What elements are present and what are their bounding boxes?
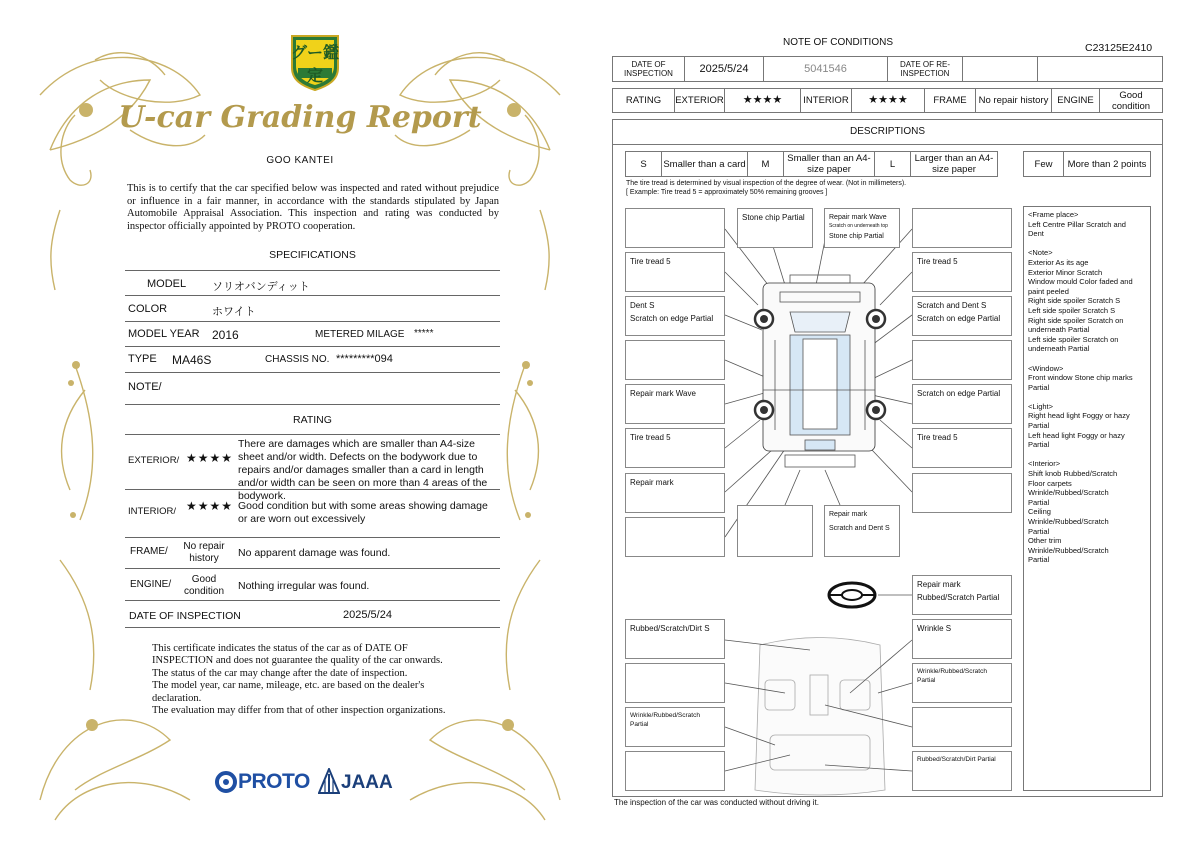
note-line <box>1028 239 1150 249</box>
note-box-rear-right-empty <box>912 473 1012 513</box>
divider <box>125 600 500 601</box>
note-title: Repair mark <box>829 511 868 518</box>
report-title: U-car Grading Report <box>118 100 482 135</box>
frame-description: No apparent damage was found. <box>238 547 391 559</box>
note-box-front-right-empty <box>912 208 1012 248</box>
tire-example: [ Example: Tire tread 5 = approximately 50% remaining grooves ] <box>626 189 828 196</box>
note-line: Wrinkle/Rubbed/Scratch <box>1028 517 1109 526</box>
note-box-interior-right-empty <box>912 707 1012 747</box>
divider <box>125 321 500 322</box>
note-box-left-empty <box>625 340 725 380</box>
chassis-label: CHASSIS NO. <box>265 354 330 365</box>
note-line: Wrinkle/Rubbed/Scratch <box>1028 488 1109 498</box>
note-box-rear-left-empty <box>625 517 725 557</box>
divider <box>125 346 500 347</box>
conditions-title: NOTE OF CONDITIONS <box>783 37 893 48</box>
badge-text: グー鑑定 <box>290 45 339 85</box>
jaaa-logo-icon <box>318 768 340 794</box>
legend-few: Few <box>1023 151 1064 177</box>
note-line: Partial <box>1028 497 1050 507</box>
proto-logo-text: PROTO <box>238 770 310 793</box>
color-label: COLOR <box>128 303 168 315</box>
note-line: Other trim <box>1028 536 1062 546</box>
note-line: Right side spoiler Scratch on <box>1028 315 1124 325</box>
disclaimer-line: This certificate indicates the status of the car as of DATE OF <box>152 643 408 654</box>
note-box-tire-front-left <box>625 252 725 292</box>
legend-s: S <box>625 151 662 177</box>
divider <box>125 372 500 373</box>
note-title: Scratch and Dent S <box>917 301 987 310</box>
divider <box>125 434 500 435</box>
conditions-footer: The inspection of the car was conducted without driving it. <box>614 798 819 807</box>
note-box-wrinkle-right <box>912 663 1012 703</box>
note-box-interior-rear-left-empty <box>625 751 725 791</box>
note-box-repair-mark <box>625 473 725 513</box>
note-title: Repair mark Wave <box>829 214 887 221</box>
note-text: Wrinkle/Rubbed/Scratch Partial <box>630 712 700 728</box>
inspection-number: 5041546 <box>763 56 888 82</box>
date-of-inspection-label: DATE OF INSPECTION <box>129 610 241 622</box>
chassis-value: *********094 <box>336 353 393 365</box>
divider <box>125 489 500 490</box>
note-line: <Note> <box>1028 248 1053 258</box>
note-line <box>1028 392 1150 402</box>
date-of-inspection-value: 2025/5/24 <box>684 56 764 82</box>
note-line: underneath Partial <box>1028 325 1090 335</box>
divider <box>125 537 500 538</box>
disclaimer-line: The model year, car name, mileage, etc. are based on the dealer's <box>152 680 425 692</box>
note-line: Right side spoiler Scratch S <box>1028 296 1121 306</box>
divider <box>125 568 500 569</box>
note-box-scratch-edge <box>912 384 1012 424</box>
legend-m-text: Smaller than an A4-size paper <box>783 151 875 177</box>
exterior-stars: ★★★★ <box>186 451 234 465</box>
frame-label: FRAME <box>924 88 976 113</box>
note-text: Rubbed/Scratch/Dirt Partial <box>917 756 996 763</box>
note-text: Rubbed/Scratch/Dirt S <box>630 624 710 633</box>
note-text: Scratch on edge Partial <box>917 389 1001 398</box>
rating-label: RATING <box>612 88 675 113</box>
divider <box>125 295 500 296</box>
note-text: Tire tread 5 <box>917 433 958 442</box>
note-title: Repair mark <box>917 580 961 589</box>
note-box-right-empty <box>912 340 1012 380</box>
date-of-inspection-label: DATE OF INSPECTION <box>612 56 685 82</box>
note-line <box>1028 450 1150 460</box>
note-text: Repair mark Wave <box>630 389 696 398</box>
note-text: Tire tread 5 <box>630 257 671 266</box>
notes-list <box>1028 210 1150 565</box>
note-line: Wrinkle/Rubbed/Scratch <box>1028 545 1109 555</box>
re-inspection-label: DATE OF RE-INSPECTION <box>887 56 963 82</box>
note-box-scratch-dent <box>912 296 1012 336</box>
certification-intro: This is to certify that the car specified below was inspected and rated without prejudice or influence in a fair manner, in accordance with the standards stipulated by Japan Automobile Appraisal Association. This inspection and rating was conducted by inspector officially appointed by PROTO cooperation. <box>127 183 499 232</box>
note-line: Partial <box>1028 555 1050 565</box>
exterior-label: EXTERIOR <box>674 88 725 113</box>
note-line: Partial <box>1028 382 1050 392</box>
engine-description: Nothing irregular was found. <box>238 580 370 592</box>
model-value: ソリオバンディット <box>212 281 310 293</box>
note-text: Wrinkle/Rubbed/Scratch Partial <box>917 668 987 684</box>
mileage-label: METERED MILAGE <box>315 329 405 340</box>
divider <box>125 404 500 405</box>
interior-description: Good condition but with some areas showing damage or are worn out excessively <box>238 500 488 525</box>
jaaa-logo-text: JAAA <box>341 772 393 793</box>
note-line: Exterior Minor Scratch <box>1028 267 1103 277</box>
note-line: Ceiling <box>1028 507 1051 517</box>
tire-note: The tire tread is determined by visual inspection of the degree of wear. (Not in millimeters). <box>626 180 907 187</box>
note-of-conditions-page <box>600 0 1200 848</box>
note-line: Partial <box>1028 526 1050 536</box>
note-text: Repair mark <box>630 478 674 487</box>
legend-l: L <box>874 151 911 177</box>
note-box-wrinkle-left <box>625 707 725 747</box>
note-box-interior-left-empty <box>625 663 725 703</box>
note-line: Dent <box>1028 229 1044 239</box>
note-box-steering <box>912 575 1012 615</box>
note-line: paint peeled <box>1028 286 1069 296</box>
note-text: Tire tread 5 <box>917 257 958 266</box>
note-box-rubbed-dirt-partial <box>912 751 1012 791</box>
divider <box>125 627 500 628</box>
note-line: <Interior> <box>1028 459 1061 469</box>
legend-few-text: More than 2 points <box>1063 151 1151 177</box>
note-box-repair-wave <box>625 384 725 424</box>
engine-label: ENGINE/ <box>130 579 172 590</box>
exterior-description: There are damages which are smaller than A4-size sheet and/or width. Defects on the bodywork due to repairs and/or damages smaller than a card in length and/or width can be seen on more than 4 areas of the bodywork. <box>238 438 488 502</box>
note-line: Floor carpets <box>1028 478 1072 488</box>
note-box-wrinkle-s <box>912 619 1012 659</box>
report-subtitle: GOO KANTEI <box>266 155 334 166</box>
frame-value: No repair history <box>183 541 225 564</box>
note-line: <Light> <box>1028 401 1054 411</box>
frame-value: No repair history <box>975 88 1052 113</box>
engine-value: Good condition <box>1099 88 1163 113</box>
note-line: <Window> <box>1028 363 1064 373</box>
note-text: Scratch on edge Partial <box>630 314 714 323</box>
note-line: Right head light Foggy or hazy <box>1028 411 1130 421</box>
conditions-code: C23125E2410 <box>1085 42 1153 54</box>
frame-label: FRAME/ <box>130 546 168 557</box>
note-line: Left Centre Pillar Scratch and <box>1028 219 1126 229</box>
note-box-repair-rear <box>824 505 900 557</box>
note-line: underneath Partial <box>1028 344 1090 354</box>
note-line: Left side spoiler Scratch on <box>1028 334 1119 344</box>
disclaimer-line: declaration. <box>152 692 202 704</box>
note-line: Window mould Color faded and <box>1028 277 1133 287</box>
note-line: <Frame place> <box>1028 210 1079 219</box>
disclaimer-line: The status of the car may change after the date of inspection. <box>152 667 408 679</box>
note-box-rear-center-empty <box>737 505 813 557</box>
interior-stars: ★★★★ <box>186 499 234 513</box>
note-text: Stone chip Partial <box>742 213 805 222</box>
interior-stars: ★★★★ <box>851 88 925 113</box>
rating-heading: RATING <box>293 414 332 426</box>
legend-l-text: Larger than an A4-size paper <box>910 151 998 177</box>
note-box-rubbed-dirt <box>625 619 725 659</box>
engine-value: Good condition <box>183 574 225 597</box>
proto-logo-icon <box>214 770 238 794</box>
interior-label: INTERIOR/ <box>128 506 177 517</box>
note-line: Front window Stone chip marks <box>1028 373 1133 383</box>
note-title: Dent S <box>630 301 655 310</box>
note-box-tire-front-right <box>912 252 1012 292</box>
note-line <box>1028 354 1150 364</box>
legend-s-text: Smaller than a card <box>661 151 748 177</box>
specifications-heading: SPECIFICATIONS <box>269 249 356 261</box>
note-box-front-left-empty <box>625 208 725 248</box>
disclaimer-line: INSPECTION and does not guarantee the quality of the car onwards. <box>152 655 443 667</box>
interior-label: INTERIOR <box>800 88 852 113</box>
color-value: ホワイト <box>212 306 256 318</box>
steering-wheel-icon <box>827 581 877 609</box>
note-text: Tire tread 5 <box>630 433 671 442</box>
note-text: Scratch on edge Partial <box>917 314 1001 323</box>
note-text: Stone chip Partial <box>829 233 884 240</box>
exterior-stars: ★★★★ <box>724 88 801 113</box>
model-label: MODEL <box>147 278 187 290</box>
legend-m: M <box>747 151 784 177</box>
note-box-tire-rear-left <box>625 428 725 468</box>
note-box-dent <box>625 296 725 336</box>
note-box-tire-rear-right <box>912 428 1012 468</box>
exterior-label: EXTERIOR/ <box>128 455 180 466</box>
descriptions-heading: DESCRIPTIONS <box>612 119 1163 145</box>
model-year-value: 2016 <box>212 328 239 342</box>
note-line: Left side spoiler Scratch S <box>1028 305 1116 315</box>
goo-kantei-badge-icon <box>288 32 342 92</box>
disclaimer-line: The evaluation may differ from that of other inspection organizations. <box>152 705 446 717</box>
note-line: Partial <box>1028 440 1050 450</box>
note-text: Scratch and Dent S <box>829 525 890 532</box>
date-of-inspection-value: 2025/5/24 <box>343 609 392 621</box>
note-line: Partial <box>1028 421 1050 431</box>
divider <box>125 270 500 271</box>
engine-label: ENGINE <box>1051 88 1100 113</box>
note-text: Scratch on underneath top <box>829 223 888 229</box>
disclaimer <box>152 643 482 717</box>
note-box-repair-wave-front <box>824 208 900 248</box>
mileage-value: ***** <box>414 328 434 339</box>
note-label: NOTE/ <box>128 381 162 393</box>
note-box-stone-chip <box>737 208 813 248</box>
note-line: Left head light Foggy or hazy <box>1028 430 1125 440</box>
model-year-label: MODEL YEAR <box>128 328 200 340</box>
note-line: Exterior As its age <box>1028 257 1089 267</box>
type-label: TYPE <box>128 353 157 365</box>
note-text: Rubbed/Scratch Partial <box>917 593 1000 602</box>
note-text: Wrinkle S <box>917 624 952 633</box>
note-line: Shift knob Rubbed/Scratch <box>1028 469 1118 479</box>
type-value: MA46S <box>172 353 212 367</box>
